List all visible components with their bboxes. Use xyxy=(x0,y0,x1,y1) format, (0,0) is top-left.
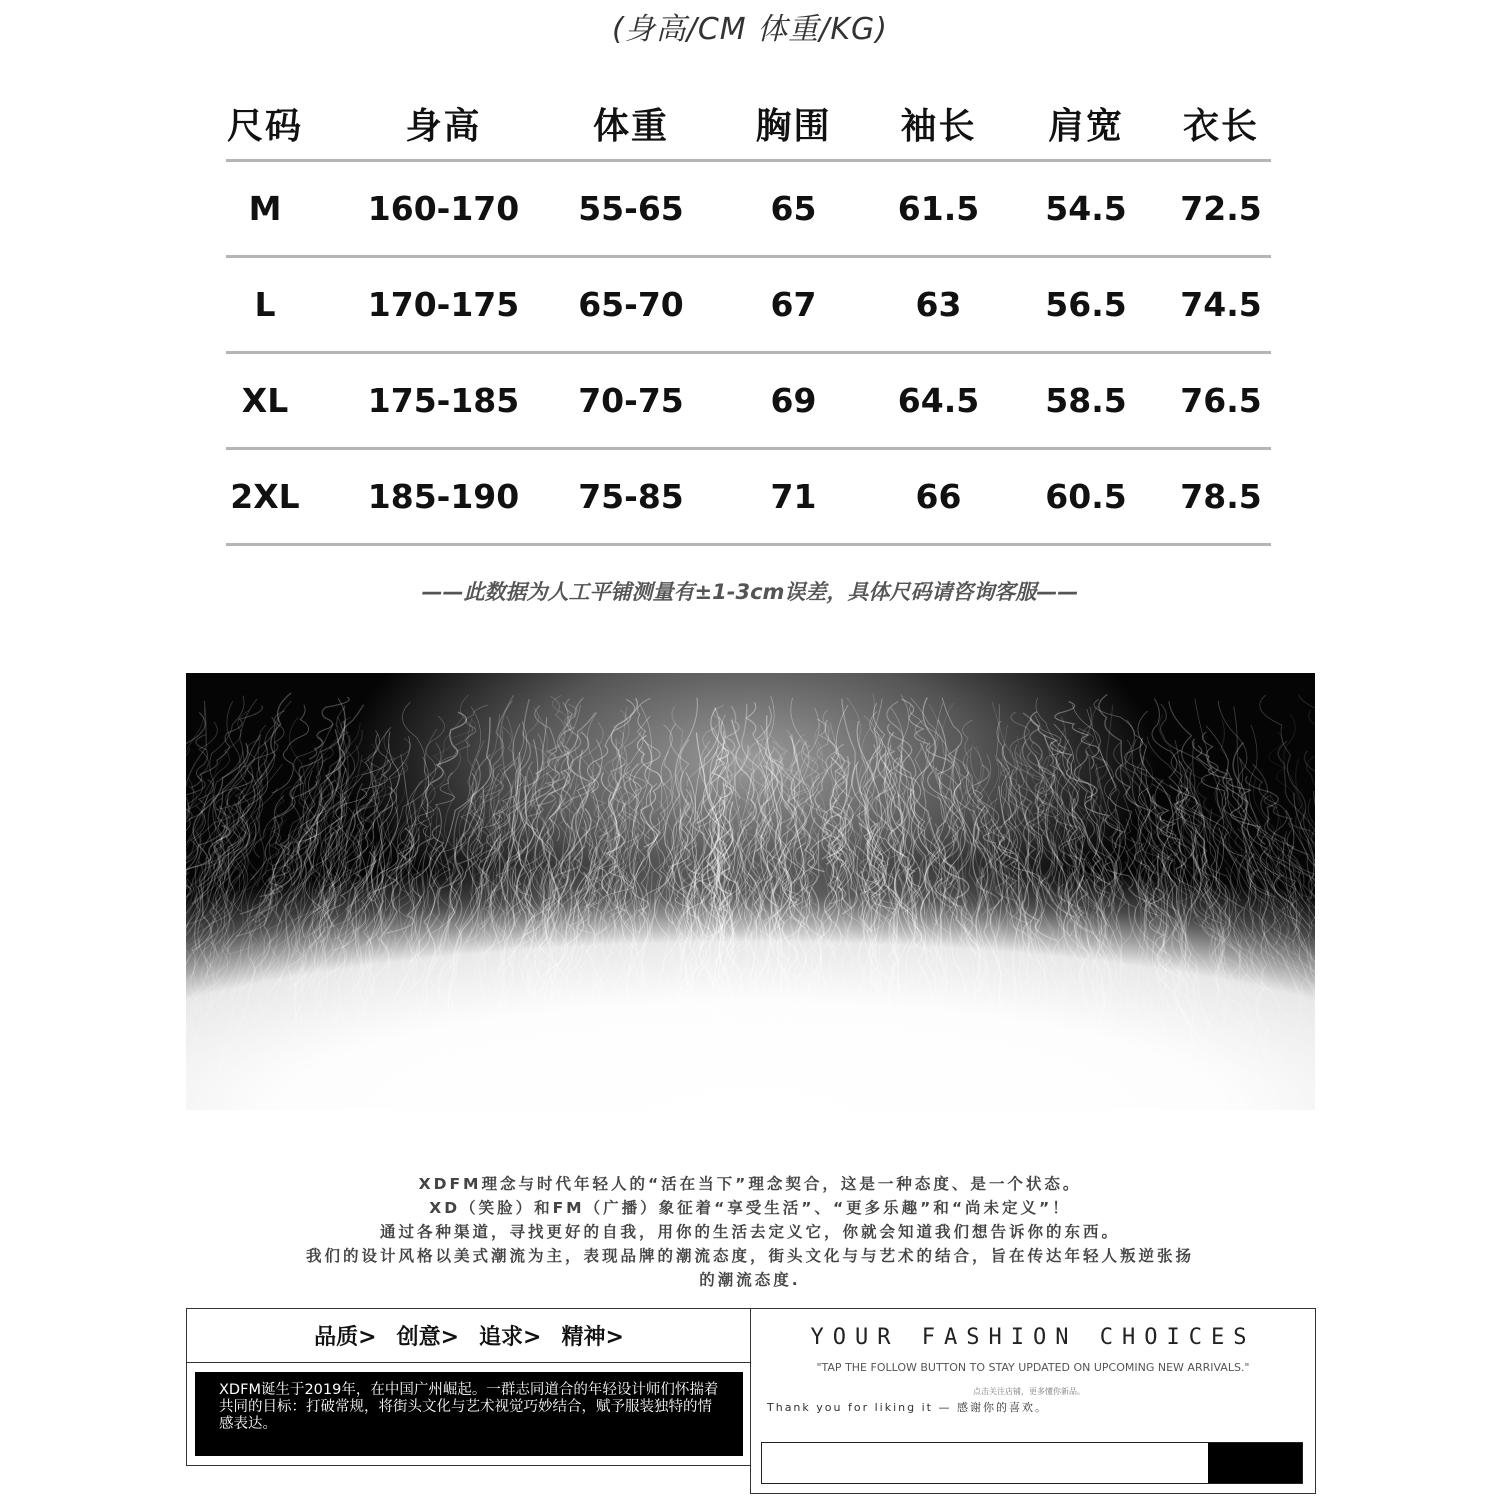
pillar-quality: 品质> xyxy=(314,1325,377,1350)
fiber-strand xyxy=(341,763,382,1042)
fiber-strand xyxy=(606,876,661,1110)
fashion-subtitle: "TAP THE FOLLOW BUTTON TO STAY UPDATED ON UPCOMING NEW ARRIVALS." xyxy=(816,1361,1250,1374)
fabric-fibers xyxy=(186,673,1315,1110)
cell-shoulder: 54.5 xyxy=(1045,189,1127,228)
brand-line: XDFM理念与时代年轻人的“活在当下”理念契合，这是一种态度、是一个状态。 xyxy=(418,1175,1082,1193)
cell-height: 160-170 xyxy=(367,189,520,228)
cell-sleeve: 63 xyxy=(915,285,962,324)
cell-height: 185-190 xyxy=(367,477,520,516)
cell-sleeve: 61.5 xyxy=(897,189,980,228)
cell-length: 74.5 xyxy=(1180,285,1262,324)
cell-height: 170-175 xyxy=(367,285,520,324)
cell-length: 76.5 xyxy=(1180,381,1262,420)
measurement-note: ——此数据为人工平铺测量有±1-3cm误差，具体尺码请咨询客服—— xyxy=(421,580,1079,604)
cell-length: 72.5 xyxy=(1180,189,1262,228)
fiber-strand xyxy=(322,846,375,1110)
fiber-strand xyxy=(1299,695,1315,791)
fiber-strand xyxy=(963,720,992,829)
units-caption: (身高/CM 体重/KG) xyxy=(612,12,888,47)
fiber-strand xyxy=(739,726,770,1012)
cell-size: M xyxy=(248,189,282,228)
brand-pillars xyxy=(187,1309,751,1363)
fiber-strand xyxy=(945,745,981,995)
cell-chest: 71 xyxy=(770,477,817,516)
pillar-pursuit: 追求> xyxy=(479,1325,542,1350)
cell-chest: 67 xyxy=(770,285,817,324)
cell-chest: 65 xyxy=(770,189,817,228)
cell-size: L xyxy=(254,285,276,324)
fiber-strand xyxy=(1129,838,1189,1022)
header-length: 衣长 xyxy=(1182,106,1259,147)
header-size: 尺码 xyxy=(226,106,303,147)
brand-line: 的潮流态度. xyxy=(699,1271,801,1289)
fiber-strand xyxy=(344,807,398,1091)
table-row xyxy=(226,258,1271,354)
fashion-title: YOUR FASHION CHOICES xyxy=(810,1325,1256,1350)
cell-weight: 75-85 xyxy=(578,477,684,516)
header-sleeve: 袖长 xyxy=(900,106,977,147)
fiber-strand xyxy=(805,887,837,1069)
cell-size: XL xyxy=(241,381,289,420)
brand-values-panel xyxy=(186,1308,751,1466)
pillar-spirit: 精神> xyxy=(561,1325,624,1350)
fiber-strand xyxy=(971,890,1012,1091)
follow-bar[interactable] xyxy=(761,1442,1303,1484)
table-row xyxy=(226,450,1271,546)
cell-weight: 55-65 xyxy=(578,189,684,228)
cell-size: 2XL xyxy=(230,477,300,516)
header-weight: 体重 xyxy=(592,106,669,147)
header-height: 身高 xyxy=(405,106,482,147)
follow-hint: 点击关注店铺，更多懂你新品。 xyxy=(973,1387,1085,1396)
cell-chest: 69 xyxy=(770,381,817,420)
pillar-creativity: 创意> xyxy=(396,1325,459,1350)
brand-line: 通过各种渠道，寻找更好的自我，用你的生活去定义它，你就会知道我们想告诉你的东西。 xyxy=(379,1223,1120,1241)
cell-shoulder: 60.5 xyxy=(1045,477,1127,516)
cell-sleeve: 64.5 xyxy=(897,381,980,420)
cell-weight: 65-70 xyxy=(578,285,684,324)
table-row xyxy=(226,162,1271,258)
header-chest: 胸围 xyxy=(755,106,832,147)
brand-description xyxy=(250,1172,1250,1292)
cell-weight: 70-75 xyxy=(578,381,684,420)
fiber-strand xyxy=(633,698,660,798)
cell-height: 175-185 xyxy=(367,381,520,420)
size-table xyxy=(226,80,1271,546)
size-table-header-row xyxy=(226,80,1271,162)
brand-line: 我们的设计风格以美式潮流为主，表现品牌的潮流态度，街头文化与与艺术的结合，旨在传达年轻人叛逆张扬 xyxy=(305,1247,1194,1265)
cell-shoulder: 56.5 xyxy=(1045,285,1127,324)
fabric-texture-image xyxy=(186,673,1315,1110)
fashion-choices-panel xyxy=(750,1308,1316,1494)
brand-line: XD（笑脸）和FM（广播）象征着“享受生活”、“更多乐趣”和“尚未定义”！ xyxy=(429,1199,1071,1217)
brand-story: XDFM诞生于2019年，在中国广州崛起。一群志同道合的年轻设计师们怀揣着共同的目标：打破常规，将街头文化与艺术视觉巧妙结合，赋予服装独特的情感表达。 xyxy=(195,1372,743,1456)
fiber-strand xyxy=(1216,885,1264,1110)
fiber-strand xyxy=(641,784,667,915)
fiber-strand xyxy=(426,712,467,817)
thanks-text: Thank you for liking it — 感谢你的喜欢。 xyxy=(767,1401,1048,1414)
cell-length: 78.5 xyxy=(1180,477,1262,516)
fiber-strand xyxy=(1260,695,1315,875)
header-shoulder: 肩宽 xyxy=(1047,106,1124,147)
cell-sleeve: 66 xyxy=(915,477,962,516)
follow-button[interactable] xyxy=(1208,1443,1302,1483)
table-row xyxy=(226,354,1271,450)
cell-shoulder: 58.5 xyxy=(1045,381,1127,420)
